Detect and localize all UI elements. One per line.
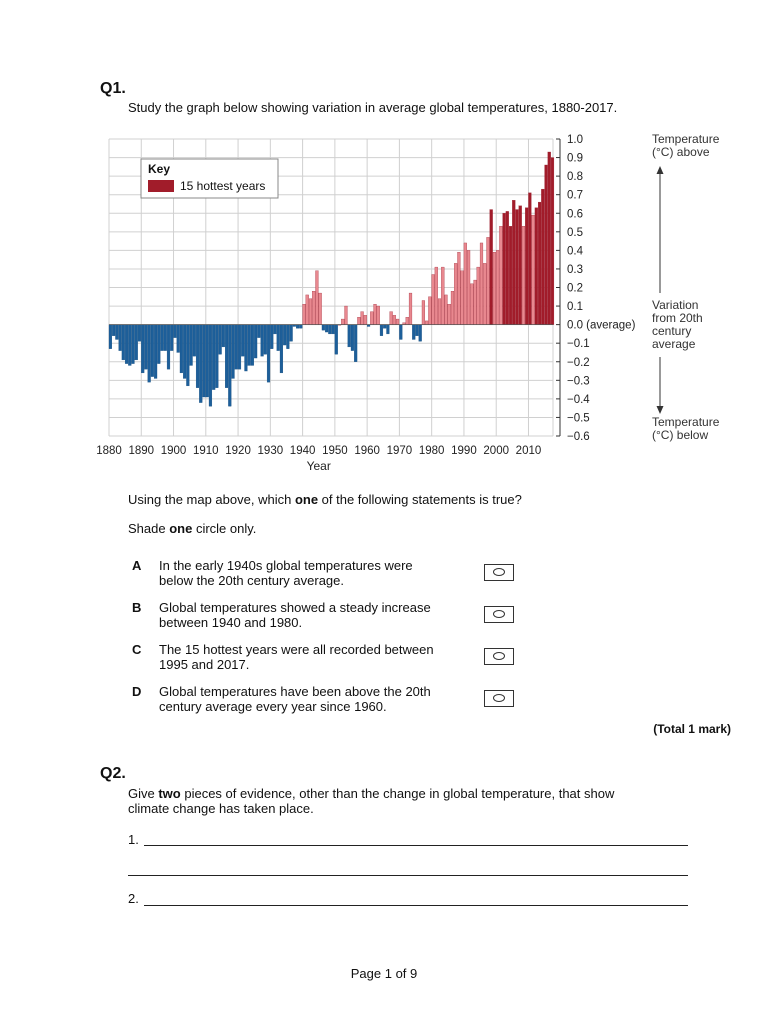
arrow-up-icon: [657, 166, 664, 174]
bar-2011: [532, 215, 535, 325]
bar-2007: [519, 206, 522, 325]
bar-2001: [499, 226, 502, 324]
bar-1954: [348, 325, 351, 347]
bar-1884: [122, 325, 125, 360]
bar-1985: [448, 304, 451, 324]
bar-1912: [212, 325, 215, 390]
bar-1953: [345, 306, 348, 325]
bar-1950: [335, 325, 338, 355]
bar-1891: [144, 325, 147, 370]
y-tick-label: 1.0: [567, 134, 583, 146]
bar-1998: [490, 210, 493, 325]
x-tick-label-1880: 1880: [96, 445, 122, 457]
bar-1974: [412, 325, 415, 340]
bar-2015: [545, 165, 548, 325]
bar-1944: [316, 271, 319, 325]
bar-2013: [538, 202, 541, 325]
arrow-down-icon: [657, 406, 664, 414]
y-tick-label: 0.2: [567, 282, 583, 295]
bar-1901: [177, 325, 180, 353]
bar-1969: [396, 319, 399, 325]
bar-1903: [183, 325, 186, 379]
y-tick-label: 0.1: [567, 301, 583, 314]
legend-swatch: [148, 180, 174, 192]
bar-1956: [354, 325, 357, 362]
bar-1935: [286, 325, 289, 349]
x-tick-label-1950: 1950: [322, 445, 348, 457]
option-d-letter: D: [132, 684, 142, 699]
bar-2010: [528, 193, 531, 325]
right-label-below: (°C) below: [652, 428, 709, 442]
bar-1908: [199, 325, 202, 403]
x-tick-label-1940: 1940: [289, 445, 316, 457]
option-c-text: The 15 hottest years were all recorded between 1995 and 2017.: [159, 642, 434, 672]
bar-1996: [483, 263, 486, 324]
bar-1947: [325, 325, 328, 332]
answer-1-line-a[interactable]: [144, 845, 688, 846]
total-marks: (Total 1 mark): [653, 722, 731, 736]
y-tick-label: −0.5: [567, 412, 590, 425]
bar-1918: [232, 325, 235, 379]
y-tick-label: 0.6: [567, 208, 583, 221]
question-2-number: Q2.: [100, 765, 126, 782]
question-1-prompt: Using the map above, which one of the following statements is true?: [128, 492, 522, 507]
bar-1899: [170, 325, 173, 351]
option-c-circle[interactable]: [484, 648, 514, 665]
bar-1942: [309, 299, 312, 325]
bar-1928: [264, 325, 267, 355]
bar-1894: [154, 325, 157, 379]
x-axis-label: Year: [306, 459, 331, 473]
y-tick-label: 0.9: [567, 152, 583, 165]
x-tick-label-1890: 1890: [128, 445, 155, 457]
bar-1973: [409, 293, 412, 325]
bar-1979: [428, 297, 431, 325]
bar-1925: [254, 325, 257, 358]
option-a-circle[interactable]: [484, 564, 514, 581]
bar-1989: [461, 271, 464, 325]
bar-1987: [454, 263, 457, 324]
bar-1887: [132, 325, 135, 364]
bar-1930: [270, 325, 273, 349]
y-tick-label: −0.1: [567, 338, 590, 351]
y-tick-label: 0.7: [567, 189, 583, 202]
bar-1990: [464, 243, 467, 325]
y-tick-label: −0.4: [567, 393, 590, 406]
x-tick-label-1900: 1900: [160, 445, 187, 457]
bar-1994: [477, 267, 480, 325]
bar-1988: [457, 252, 460, 324]
x-tick-label-1920: 1920: [225, 445, 251, 457]
bar-1911: [209, 325, 212, 407]
x-tick-label-1930: 1930: [257, 445, 284, 457]
bar-1933: [280, 325, 283, 373]
bar-1915: [222, 325, 225, 347]
bar-1945: [319, 293, 322, 325]
page-number: Page 1 of 9: [350, 966, 418, 981]
bar-1975: [416, 325, 419, 336]
y-tick-label: 0.5: [567, 226, 583, 239]
bar-1926: [257, 325, 260, 338]
bar-1883: [119, 325, 122, 351]
bar-1992: [470, 284, 473, 325]
bar-1977: [422, 300, 425, 324]
bar-1893: [151, 325, 154, 377]
bar-1978: [425, 321, 428, 325]
bar-1929: [267, 325, 270, 383]
bar-1964: [380, 325, 383, 336]
bar-1931: [274, 325, 277, 334]
bar-2006: [516, 210, 519, 325]
bar-1919: [235, 325, 238, 370]
question-1-number: Q1.: [100, 80, 126, 97]
x-tick-label-1990: 1990: [451, 445, 477, 457]
bar-1906: [193, 325, 196, 357]
bar-1946: [322, 325, 325, 331]
bar-1897: [164, 325, 167, 351]
right-label-middle: from 20th: [652, 311, 703, 325]
bar-1995: [480, 243, 483, 325]
bar-1923: [248, 325, 251, 366]
x-tick-label-1970: 1970: [386, 445, 413, 457]
bar-1968: [393, 315, 396, 324]
right-label-middle: century: [652, 324, 692, 338]
bar-2017: [551, 158, 554, 325]
bar-1913: [215, 325, 218, 388]
bar-1958: [361, 312, 364, 325]
bar-1980: [432, 275, 435, 325]
bar-1920: [238, 325, 241, 370]
right-label-above: (°C) above: [652, 145, 710, 159]
bar-1886: [128, 325, 131, 366]
bar-1890: [141, 325, 144, 373]
bar-1997: [487, 237, 490, 324]
option-a-text: In the early 1940s global temperatures were below the 20th century average.: [159, 558, 413, 588]
bar-1949: [332, 325, 335, 334]
option-c-letter: C: [132, 642, 142, 657]
bar-1948: [328, 325, 331, 334]
y-tick-label: −0.3: [567, 375, 590, 388]
bar-1993: [474, 280, 477, 325]
answer-1-label: 1.: [128, 832, 139, 847]
option-b-text: Global temperatures showed a steady increase between 1940 and 1980.: [159, 600, 431, 630]
bar-1986: [451, 291, 454, 324]
bar-1983: [441, 267, 444, 325]
bar-1972: [406, 317, 409, 324]
x-tick-label-1910: 1910: [193, 445, 219, 457]
option-b-letter: B: [132, 600, 142, 615]
bar-2004: [509, 226, 512, 324]
bar-1892: [148, 325, 151, 383]
bar-1941: [306, 295, 309, 325]
bar-1889: [138, 325, 141, 342]
right-label-middle: average: [652, 337, 696, 351]
question-2-prompt: Give two pieces of evidence, other than the change in global temperature, that show climate change has taken place.: [128, 786, 615, 816]
bar-1955: [351, 325, 354, 351]
x-tick-label-2010: 2010: [515, 445, 542, 457]
bar-1991: [467, 250, 470, 324]
bar-1952: [341, 319, 344, 325]
bar-1922: [245, 325, 248, 371]
question-1-instruction: Shade one circle only.: [128, 521, 257, 536]
y-tick-label: 0.4: [567, 245, 583, 258]
bar-1982: [438, 299, 441, 325]
y-tick-label: −0.6: [567, 431, 590, 443]
bar-2000: [496, 250, 499, 324]
x-tick-label-1960: 1960: [354, 445, 380, 457]
bar-1896: [161, 325, 164, 351]
bar-1927: [261, 325, 264, 357]
answer-1-line-b[interactable]: [128, 875, 688, 876]
bar-1940: [303, 304, 306, 324]
bar-2016: [548, 152, 551, 325]
question-1-intro: Study the graph below showing variation in average global temperatures, 1880-2017.: [128, 100, 618, 115]
bar-1898: [167, 325, 170, 370]
right-label-below: Temperature: [652, 415, 720, 429]
bar-1966: [387, 325, 390, 334]
answer-2-label: 2.: [128, 891, 139, 906]
bar-1962: [374, 304, 377, 324]
bar-2008: [522, 226, 525, 324]
option-d-circle[interactable]: [484, 690, 514, 707]
bar-1984: [445, 295, 448, 325]
chart-legend: [141, 159, 278, 198]
right-label-middle: Variation: [652, 298, 699, 312]
bar-1976: [419, 325, 422, 342]
bar-1963: [377, 306, 380, 325]
answer-2-line[interactable]: [144, 905, 688, 906]
bar-1965: [383, 325, 386, 329]
x-tick-label-1980: 1980: [418, 445, 445, 457]
bar-2002: [503, 213, 506, 324]
bar-1900: [174, 325, 177, 338]
y-tick-label: −0.2: [567, 356, 590, 369]
bar-2014: [541, 189, 544, 325]
bar-1904: [186, 325, 189, 386]
bar-2012: [535, 208, 538, 325]
bar-1914: [219, 325, 222, 355]
bar-1909: [203, 325, 206, 397]
bar-1959: [364, 315, 367, 324]
bar-1895: [157, 325, 160, 364]
bar-1885: [125, 325, 128, 364]
y-tick-label: 0.3: [567, 263, 583, 276]
y-tick-label: 0.0 (average): [567, 319, 636, 332]
bar-2005: [512, 200, 515, 324]
option-d-text: Global temperatures have been above the 20th century average every year since 1960.: [159, 684, 431, 714]
legend-title: Key: [148, 162, 171, 176]
bar-1999: [493, 252, 496, 324]
bar-1902: [180, 325, 183, 373]
bar-1907: [196, 325, 199, 388]
bar-1932: [277, 325, 280, 351]
bar-2009: [525, 208, 528, 325]
bar-1936: [290, 325, 293, 342]
bar-1957: [357, 317, 360, 324]
x-tick-label-2000: 2000: [483, 445, 510, 457]
bar-1880: [109, 325, 112, 349]
bar-1888: [135, 325, 138, 360]
bar-1916: [225, 325, 228, 388]
bar-1943: [312, 291, 315, 324]
bar-1881: [112, 325, 115, 336]
legend-entry: 15 hottest years: [180, 179, 266, 193]
bar-1905: [190, 325, 193, 366]
bar-1961: [370, 312, 373, 325]
bar-1921: [241, 325, 244, 357]
bar-2003: [506, 211, 509, 324]
y-tick-label: 0.8: [567, 171, 583, 184]
bar-1939: [299, 325, 302, 329]
bar-1910: [206, 325, 209, 397]
option-a-letter: A: [132, 558, 142, 573]
bar-1938: [296, 325, 299, 329]
bar-1981: [435, 267, 438, 325]
temperature-chart: [90, 128, 760, 478]
bar-1924: [251, 325, 254, 366]
bar-1970: [399, 325, 402, 340]
bar-1917: [228, 325, 231, 407]
right-label-above: Temperature: [652, 132, 720, 146]
bar-1934: [283, 325, 286, 345]
bar-1882: [115, 325, 118, 340]
bar-1967: [390, 312, 393, 325]
option-b-circle[interactable]: [484, 606, 514, 623]
